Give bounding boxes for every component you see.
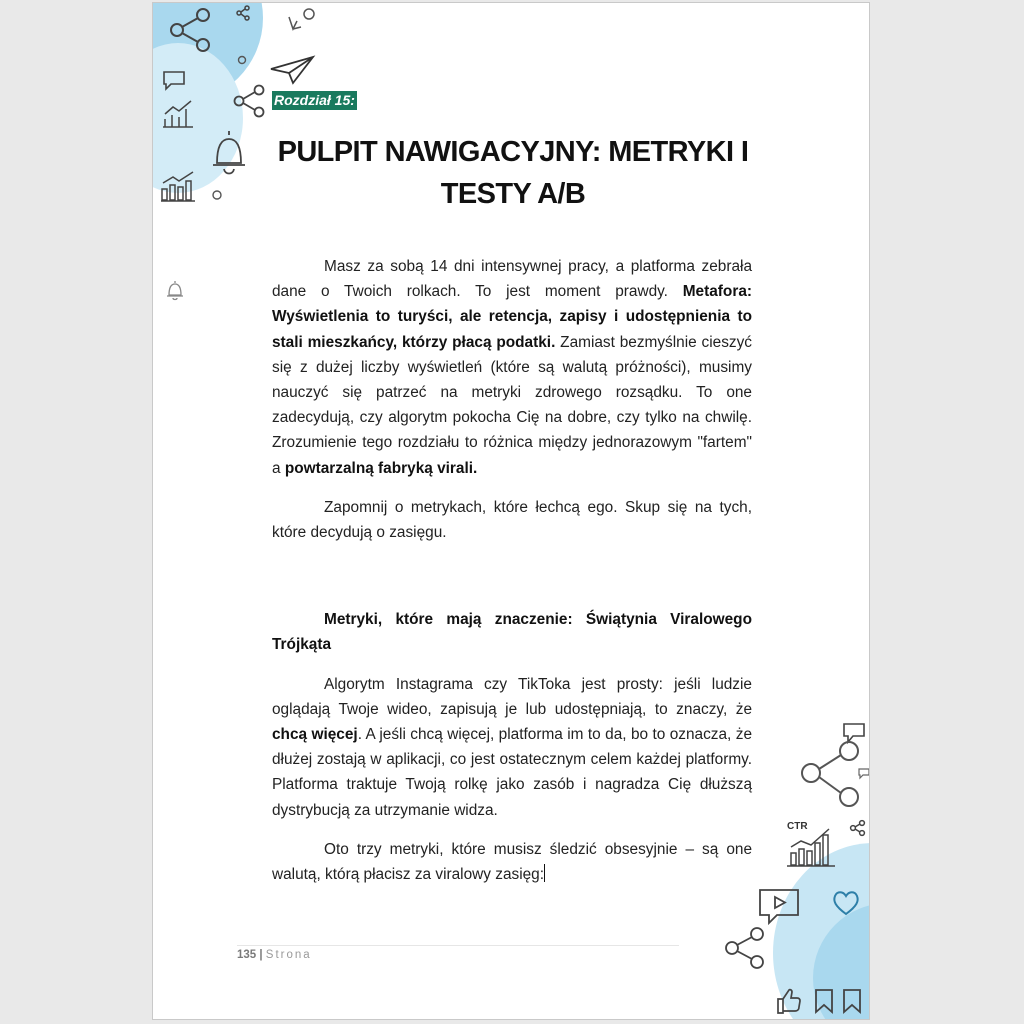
share-icon-tiny	[849, 819, 867, 837]
page-footer: 135 | Strona	[237, 949, 312, 961]
bookmark-icon	[813, 987, 835, 1015]
share-icon-small	[235, 5, 251, 21]
paragraph-three-metrics: Oto trzy metryki, które musisz śledzić obsesyjnie – są one walutą, którą płacisz za viralowy zasięg:	[272, 840, 752, 884]
bookmark-icon-2	[841, 987, 863, 1015]
ctr-chart-icon	[785, 821, 837, 869]
paragraph-intro: Masz za sobą 14 dni intensywnej pracy, a platforma zebrała dane o Twoich rolkach. To jest moment prawdy. Metafora: Wyświetlenia to turyści, ale retencja, zapisy i udostępnienia to stali mieszkańcy, którzy płacą podatki. Zamiast bezmyślnie cieszyć się z dużej liczby wyświetleń (które są walutą próżności), musimy nauczyć się patrzeć na metryki zdrowego rozsądku. To one zadecydują, czy algorytm pokocha Cię na dobre, czy tylko na chwilę. Zrozumienie tego rozdziału to różnica między jednorazowym "fartem" a powtarzalną fabryką virali.	[272, 258, 752, 477]
bold-factory: powtarzalną fabryką virali.	[284, 459, 478, 477]
circle-dot-icon-2	[211, 189, 223, 201]
thumbs-up-icon	[775, 987, 803, 1015]
circle-dot-icon	[237, 55, 247, 65]
chat-bubble-icon-small	[857, 767, 870, 781]
page-number: 135	[237, 949, 257, 961]
paragraph-focus: Zapomnij o metrykach, które łechcą ego. Skup się na tych, które decydują o zasięgu.	[272, 498, 752, 542]
share-icon	[165, 5, 215, 55]
bold-want-more: chcą więcej	[272, 726, 358, 744]
share-icon-medium	[231, 83, 267, 119]
bar-chart-icon-2	[159, 169, 197, 203]
document-body[interactable]	[272, 254, 752, 901]
chapter-label: Rozdział 15:	[274, 92, 355, 108]
text-cursor	[544, 864, 545, 882]
document-page	[152, 2, 870, 1020]
heart-icon	[831, 889, 861, 917]
bold-metaphor: Metafora: Wyświetlenia to turyści, ale retencja, zapisy i udostępnienia to stali mieszkańcy, którzy płacą podatki.	[272, 283, 752, 351]
share-icon-bottom	[723, 925, 767, 971]
page-footer-label: Strona	[265, 949, 312, 961]
paragraph-algorithm: Algorytm Instagrama czy TikToka jest prosty: jeśli ludzie oglądają Twoje wideo, zapisują je lub udostępniają, to znaczy, że chcą więcej. A jeśli chcą więcej, platforma im to da, bo to oznacza, że dłużej zostają w aplikacji, co jest ostatecznym celem każdej platformy. Platforma traktuje Twoją rolkę jako zasób i nagradza Cię dłuższą dystrybucją za utrzymanie widza.	[272, 675, 753, 819]
video-message-icon	[757, 887, 801, 927]
bell-icon	[209, 127, 249, 177]
chat-bubble-icon	[161, 69, 187, 91]
page-title: PULPIT NAWIGACYJNY: METRYKI I TESTY A/B	[277, 136, 749, 210]
footer-divider	[237, 945, 679, 946]
share-icon-large	[797, 739, 863, 809]
ctr-label: CTR	[787, 821, 808, 832]
bar-chart-icon	[161, 99, 195, 129]
paper-plane-icon	[269, 55, 317, 85]
section-heading: Metryki, które mają znaczenie: Świątynia Viralowego Trójkąta	[272, 611, 752, 654]
sparkle-icon	[281, 7, 317, 37]
bell-outline-icon	[165, 279, 185, 301]
